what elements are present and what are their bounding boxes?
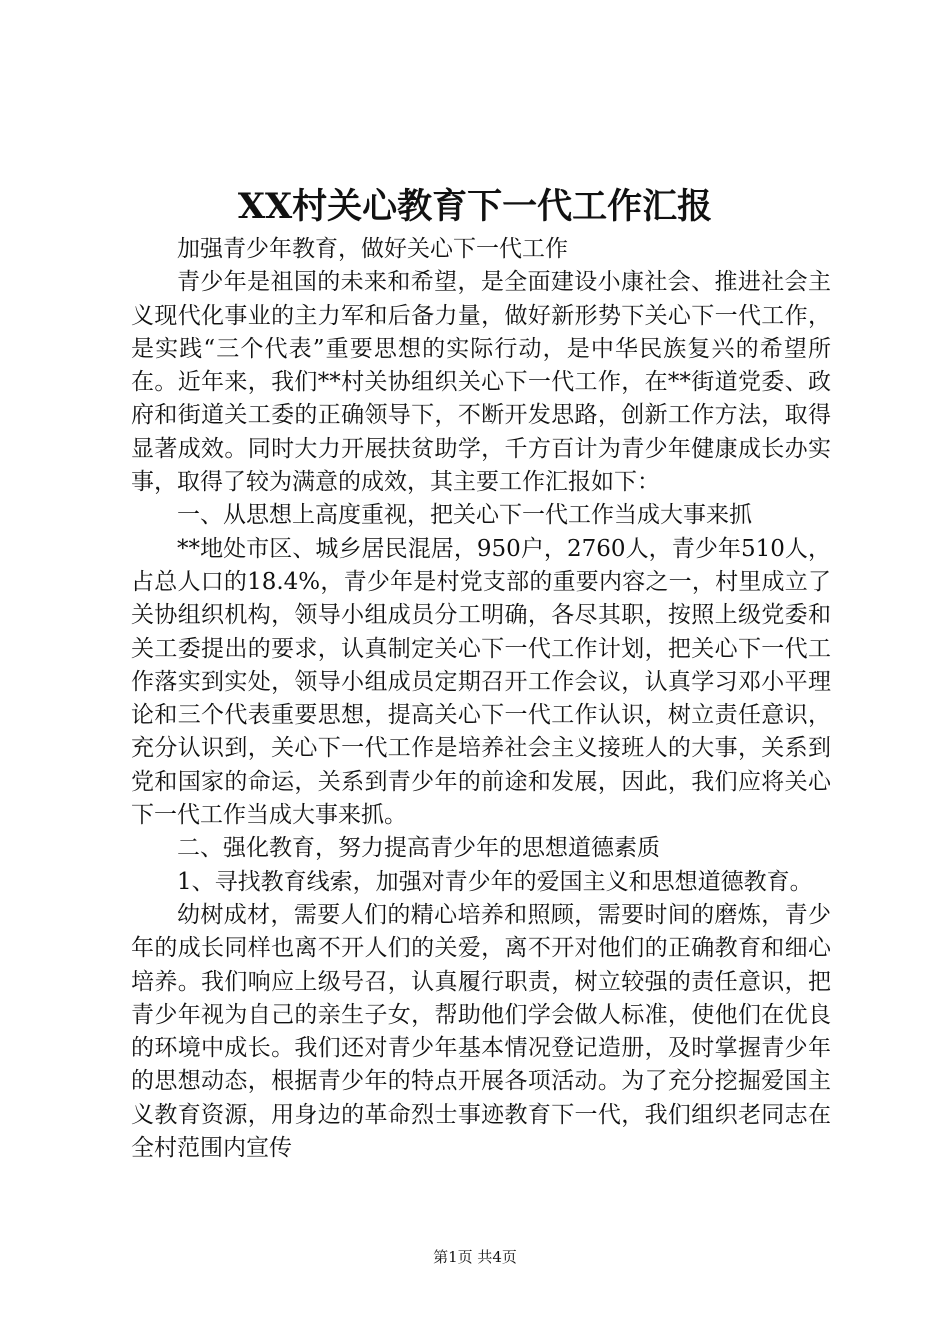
paragraph: **地处市区、城乡居民混居，950户，2760人，青少年510人，占总人口的18.4%，青少年是村党支部的重要内容之一，村里成立了关协组织机构，领导小组成员分工明确，各尽其职，按照上级党委和关工委提出的要求，认真制定关心下一代工作计划，把关心下一代工作落实到实处，领导小组成员定期召开工作会议，认真学习邓小平理论和三个代表重要思想，提高关心下一代工作认识，树立责任意识，充分认识到，关心下一代工作是培养社会主义接班人的大事，关系到党和国家的命运，关系到青少年的前途和发展，因此，我们应将关心下一代工作当成大事来抓。 — [131, 535, 831, 829]
paragraph: 加强青少年教育，做好关心下一代工作 — [177, 236, 568, 262]
paragraph: 青少年是祖国的未来和希望，是全面建设小康社会、推进社会主义现代化事业的主力军和后备力量，做好新形势下关心下一代工作，是实践“三个代表”重要思想的实际行动，是中华民族复兴的希望所在。近年来，我们**村关协组织关心下一代工作，在**街道党委、政府和街道关工委的正确领导下，不断开发思路，创新工作方法，取得显著成效。同时大力开展扶贫助学，千方百计为青少年健康成长办实事，取得了较为满意的成效，其主要工作汇报如下： — [131, 269, 831, 496]
document-title: XX村关心教育下一代工作汇报 — [237, 186, 713, 227]
section-heading: 一、从思想上高度重视，把关心下一代工作当成大事来抓 — [177, 502, 752, 529]
page-footer: 第1页 共4页 — [433, 1248, 517, 1266]
paragraph: 1、寻找教育线索，加强对青少年的爱国主义和思想道德教育。 — [177, 868, 813, 895]
document-body — [131, 233, 831, 1165]
section-heading: 二、强化教育，努力提高青少年的思想道德素质 — [177, 835, 660, 862]
paragraph: 幼树成材，需要人们的精心培养和照顾，需要时间的磨炼，青少年的成长同样也离不开人们的关爱，离不开对他们的正确教育和细心培养。我们响应上级号召，认真履行职责，树立较强的责任意识，把青少年视为自己的亲生子女，帮助他们学会做人标准，使他们在优良的环境中成长。我们还对青少年基本情况登记造册，及时掌握青少年的思想动态，根据青少年的特点开展各项活动。为了充分挖掘爱国主义教育资源，用身边的革命烈士事迹教育下一代，我们组织老同志在全村范围内宣传 — [131, 901, 831, 1162]
